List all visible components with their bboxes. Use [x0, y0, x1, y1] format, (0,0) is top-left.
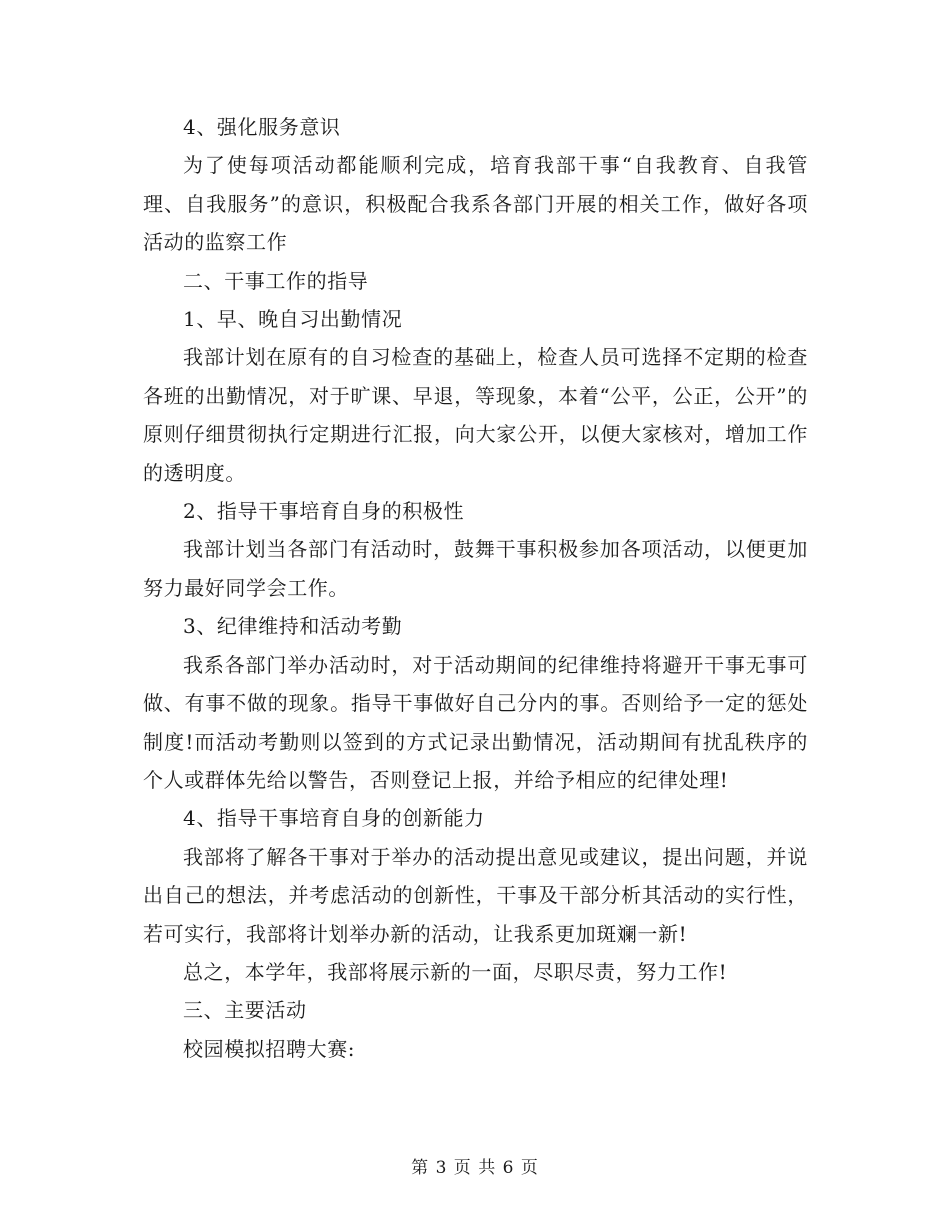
paragraph-summary: 总之，本学年，我部将展示新的一面，尽职尽责，努力工作! [183, 959, 728, 984]
heading-main-activities: 三、主要活动 [183, 998, 307, 1023]
paragraph-service-awareness: 为了使每项活动都能顺利完成，培育我部干事“自我教育、自我管理、自我服务”的意识，积极配合我系各部门开展的相关工作，做好各项活动的监察工作 [143, 153, 808, 255]
heading-service-awareness: 4、强化服务意识 [183, 115, 341, 139]
heading-innovation: 4、指导干事培育自身的创新能力 [183, 806, 485, 831]
paragraph-innovation: 我部将了解各干事对于举办的活动提出意见或建议，提出问题，并说出自己的想法，并考虑活动的创新性，干事及干部分析其活动的实行性，若可实行，我部将计划举办新的活动，让我系更加斑斓一新! [143, 844, 808, 946]
document-body [143, 108, 808, 1068]
paragraph-discipline: 我系各部门举办活动时，对于活动期间的纪律维持将避开干事无事可做、有事不做的现象。指导干事做好自己分内的事。否则给予一定的惩处制度!而活动考勤则以签到的方式记录出勤情况，活动期间有扰乱秩序的个人或群体先给以警告，否则登记上报，并给予相应的纪律处理! [143, 652, 808, 792]
heading-staff-guidance: 二、干事工作的指导 [183, 268, 369, 293]
paragraph-enthusiasm: 我部计划当各部门有活动时，鼓舞干事积极参加各项活动，以便更加努力最好同学会工作。 [143, 537, 808, 600]
page-footer: 第 3 页 共 6 页 [411, 1158, 539, 1178]
activity-recruitment-contest: 校园模拟招聘大赛: [183, 1036, 356, 1061]
heading-discipline: 3、纪律维持和活动考勤 [183, 614, 403, 639]
heading-attendance: 1、早、晚自习出勤情况 [183, 307, 403, 332]
paragraph-attendance: 我部计划在原有的自习检查的基础上，检查人员可选择不定期的检查各班的出勤情况，对于旷课、早退，等现象，本着“公平，公正，公开”的原则仔细贯彻执行定期进行汇报，向大家公开，以便大家核对，增加工作的透明度。 [143, 345, 808, 485]
heading-enthusiasm: 2、指导干事培育自身的积极性 [183, 499, 465, 524]
